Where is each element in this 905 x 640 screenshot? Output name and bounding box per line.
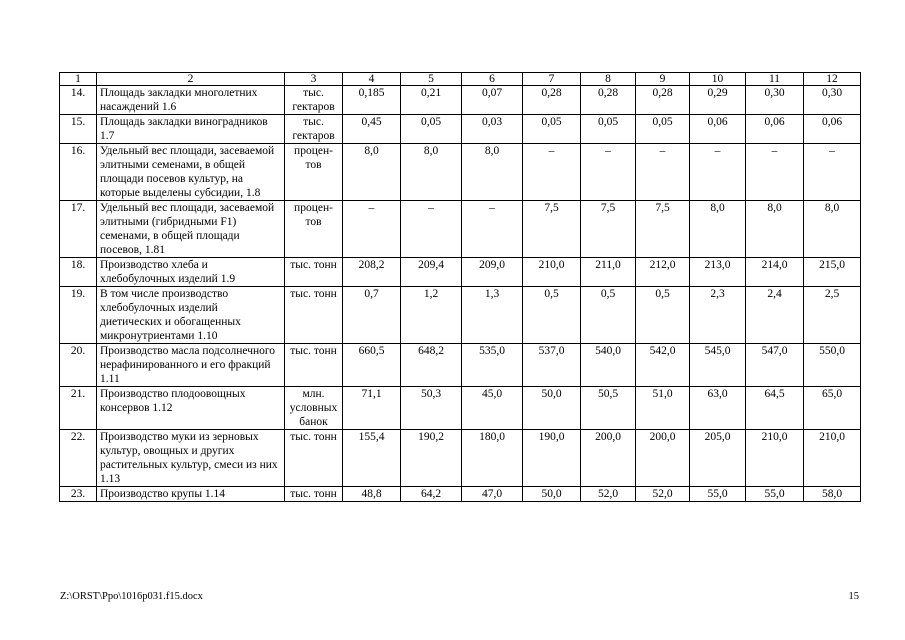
value-cell: 8,0 [401,144,462,201]
header-cell: 12 [804,73,861,86]
page-number: 15 [848,591,859,602]
header-cell: 8 [581,73,636,86]
table-row [60,86,861,115]
value-cell: – [343,201,401,258]
indicator-name: Производство масла подсолнечного нерафинированного и его фракций 1.11 [97,344,285,387]
unit-cell: тыс. тонн [285,487,343,502]
value-cell: 0,30 [746,86,804,115]
value-cell: 52,0 [636,487,690,502]
row-number: 19. [60,287,97,344]
value-cell: 0,29 [690,86,746,115]
value-cell: 0,21 [401,86,462,115]
table-row [60,287,861,344]
table-row [60,387,861,430]
value-cell: 215,0 [804,258,861,287]
value-cell: 210,0 [523,258,581,287]
value-cell: 660,5 [343,344,401,387]
table-row [60,144,861,201]
value-cell: 0,06 [746,115,804,144]
header-cell: 4 [343,73,401,86]
value-cell: 0,06 [690,115,746,144]
header-cell: 2 [97,73,285,86]
value-cell: 209,0 [462,258,523,287]
value-cell: 537,0 [523,344,581,387]
value-cell: 50,5 [581,387,636,430]
value-cell: 0,5 [636,287,690,344]
header-cell: 9 [636,73,690,86]
indicator-name: Производство плодоовощных консервов 1.12 [97,387,285,430]
header-cell: 5 [401,73,462,86]
value-cell: 47,0 [462,487,523,502]
indicators-table [59,72,861,502]
value-cell: 71,1 [343,387,401,430]
value-cell: 50,0 [523,487,581,502]
value-cell: 542,0 [636,344,690,387]
value-cell: 200,0 [636,430,690,487]
value-cell: 63,0 [690,387,746,430]
unit-cell: тыс. тонн [285,258,343,287]
value-cell: – [581,144,636,201]
value-cell: 50,3 [401,387,462,430]
value-cell: 8,0 [690,201,746,258]
value-cell: 547,0 [746,344,804,387]
indicator-name: Удельный вес площади, засеваемой элитными семенами, в общей площади посевов культур, на которые выделены субсидии, 1.8 [97,144,285,201]
table-row [60,344,861,387]
indicator-name: Площадь закладки многолетних насаждений 1.6 [97,86,285,115]
header-cell: 10 [690,73,746,86]
row-number: 22. [60,430,97,487]
header-cell: 3 [285,73,343,86]
value-cell: 1,2 [401,287,462,344]
unit-cell: тыс. тонн [285,430,343,487]
value-cell: 51,0 [636,387,690,430]
value-cell: 535,0 [462,344,523,387]
value-cell: 190,0 [523,430,581,487]
header-cell: 11 [746,73,804,86]
value-cell: 0,28 [523,86,581,115]
value-cell: 7,5 [523,201,581,258]
value-cell: – [804,144,861,201]
value-cell: 0,28 [636,86,690,115]
value-cell: 50,0 [523,387,581,430]
value-cell: 155,4 [343,430,401,487]
value-cell: 55,0 [746,487,804,502]
value-cell: 0,05 [636,115,690,144]
row-number: 15. [60,115,97,144]
value-cell: 0,05 [523,115,581,144]
value-cell: 0,7 [343,287,401,344]
value-cell: 210,0 [804,430,861,487]
unit-cell: процен-тов [285,201,343,258]
indicator-name: Площадь закладки виноградников 1.7 [97,115,285,144]
unit-cell: тыс. гектаров [285,86,343,115]
value-cell: 2,4 [746,287,804,344]
row-number: 21. [60,387,97,430]
value-cell: 190,2 [401,430,462,487]
value-cell: – [523,144,581,201]
value-cell: 48,8 [343,487,401,502]
unit-cell: тыс. тонн [285,287,343,344]
header-cell: 6 [462,73,523,86]
value-cell: 0,5 [581,287,636,344]
value-cell: – [746,144,804,201]
value-cell: 64,5 [746,387,804,430]
value-cell: 8,0 [462,144,523,201]
value-cell: 648,2 [401,344,462,387]
value-cell: 180,0 [462,430,523,487]
value-cell: 8,0 [343,144,401,201]
row-number: 23. [60,487,97,502]
value-cell: – [690,144,746,201]
row-number: 14. [60,86,97,115]
indicator-name: В том числе производство хлебобулочных изделий диетических и обогащенных микронутриентами 1.10 [97,287,285,344]
value-cell: 0,05 [401,115,462,144]
value-cell: 550,0 [804,344,861,387]
value-cell: 55,0 [690,487,746,502]
value-cell: 8,0 [804,201,861,258]
value-cell: 0,07 [462,86,523,115]
unit-cell: тыс. тонн [285,344,343,387]
value-cell: 214,0 [746,258,804,287]
value-cell: 2,5 [804,287,861,344]
footer-file-path: Z:\ORST\Ppo\1016p031.f15.docx [60,591,203,602]
table-row [60,430,861,487]
value-cell: 0,05 [581,115,636,144]
row-number: 16. [60,144,97,201]
indicator-name: Производство крупы 1.14 [97,487,285,502]
value-cell: 2,3 [690,287,746,344]
value-cell: 209,4 [401,258,462,287]
value-cell: 213,0 [690,258,746,287]
value-cell: 7,5 [581,201,636,258]
value-cell: 0,185 [343,86,401,115]
value-cell: – [401,201,462,258]
value-cell: 0,28 [581,86,636,115]
header-row [60,73,861,86]
value-cell: 0,03 [462,115,523,144]
value-cell: 211,0 [581,258,636,287]
row-number: 17. [60,201,97,258]
value-cell: 7,5 [636,201,690,258]
value-cell: 8,0 [746,201,804,258]
value-cell: 210,0 [746,430,804,487]
value-cell: 65,0 [804,387,861,430]
indicator-name: Удельный вес площади, засеваемой элитными (гибридными F1) семенами, в общей площади посевов, 1.81 [97,201,285,258]
value-cell: 200,0 [581,430,636,487]
value-cell: 45,0 [462,387,523,430]
value-cell: 52,0 [581,487,636,502]
value-cell: 208,2 [343,258,401,287]
unit-cell: процен-тов [285,144,343,201]
indicator-name: Производство муки из зерновых культур, овощных и других растительных культур, смеси из них 1.13 [97,430,285,487]
header-cell: 1 [60,73,97,86]
table-row [60,258,861,287]
table-row [60,201,861,258]
value-cell: 58,0 [804,487,861,502]
table-row [60,487,861,502]
value-cell: 0,45 [343,115,401,144]
table-body [60,73,861,502]
value-cell: 212,0 [636,258,690,287]
value-cell: 1,3 [462,287,523,344]
value-cell: 205,0 [690,430,746,487]
value-cell: 545,0 [690,344,746,387]
value-cell: – [636,144,690,201]
value-cell: – [462,201,523,258]
unit-cell: млн. условных банок [285,387,343,430]
unit-cell: тыс. гектаров [285,115,343,144]
row-number: 20. [60,344,97,387]
value-cell: 540,0 [581,344,636,387]
value-cell: 0,5 [523,287,581,344]
table-row [60,115,861,144]
header-cell: 7 [523,73,581,86]
row-number: 18. [60,258,97,287]
value-cell: 0,30 [804,86,861,115]
value-cell: 64,2 [401,487,462,502]
value-cell: 0,06 [804,115,861,144]
indicator-name: Производство хлеба и хлебобулочных изделий 1.9 [97,258,285,287]
